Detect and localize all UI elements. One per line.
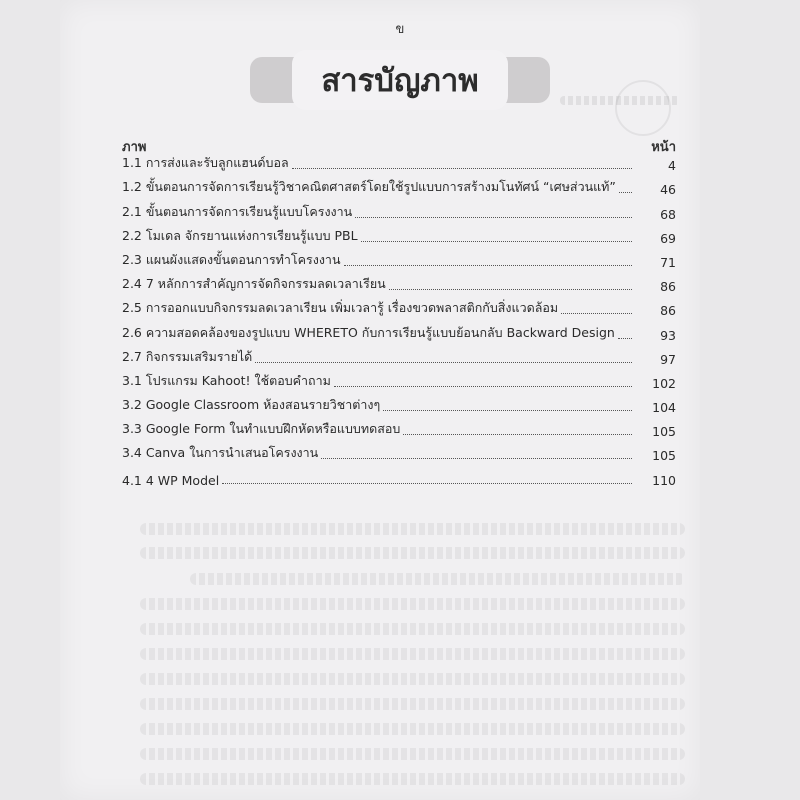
show-through-line bbox=[140, 673, 685, 685]
entry-page: 69 bbox=[660, 230, 676, 246]
toc-entry bbox=[120, 154, 680, 178]
toc-entry bbox=[120, 396, 680, 420]
dot-leader bbox=[321, 458, 632, 459]
page-number: ข bbox=[395, 22, 405, 37]
entry-page: 97 bbox=[660, 351, 676, 367]
show-through-line bbox=[140, 547, 685, 559]
entry-page: 102 bbox=[652, 375, 676, 391]
toc-entry bbox=[120, 468, 680, 492]
entry-page: 110 bbox=[652, 472, 676, 488]
entry-label: 4.1 4 WP Model bbox=[122, 472, 220, 488]
dot-leader bbox=[334, 386, 632, 387]
toc-entry bbox=[120, 227, 680, 251]
entry-label: 3.3 Google Form ในทำแบบฝึกหัดหรือแบบทดสอบ bbox=[122, 421, 401, 437]
show-through-line bbox=[140, 773, 685, 785]
dot-leader bbox=[403, 434, 632, 435]
show-through-mark bbox=[615, 80, 671, 136]
show-through-line bbox=[140, 698, 685, 710]
dot-leader bbox=[222, 483, 632, 484]
show-through-line bbox=[560, 96, 680, 105]
toc-entry bbox=[120, 420, 680, 444]
show-through-line bbox=[140, 748, 685, 760]
entry-page: 4 bbox=[668, 158, 676, 174]
entry-page: 71 bbox=[660, 254, 676, 270]
entry-page: 93 bbox=[660, 327, 676, 343]
dot-leader bbox=[344, 265, 633, 266]
show-through-line bbox=[140, 523, 685, 535]
entry-label: 2.5 การออกแบบกิจกรรมลดเวลาเรียน เพิ่มเวลารู้ เรื่องขวดพลาสติกกับสิ่งแวดล้อม bbox=[122, 300, 559, 316]
dot-leader bbox=[619, 192, 632, 193]
entry-page: 105 bbox=[652, 448, 676, 464]
dot-leader bbox=[389, 289, 632, 290]
toc-entry bbox=[120, 275, 680, 299]
show-through-line bbox=[140, 598, 685, 610]
entry-label: 2.3 แผนผังแสดงขั้นตอนการทำโครงงาน bbox=[122, 251, 341, 267]
dot-leader bbox=[383, 410, 632, 411]
dot-leader bbox=[561, 313, 632, 314]
entry-page: 104 bbox=[652, 400, 676, 416]
entry-label: 3.1 โปรแกรม Kahoot! ใช้ตอบคำถาม bbox=[122, 372, 331, 388]
entry-label: 2.4 7 หลักการสำคัญการจัดกิจกรรมลดเวลาเรียน bbox=[122, 276, 386, 292]
entry-label: 1.2 ขั้นตอนการจัดการเรียนรู้วิชาคณิตศาสตร์โดยใช้รูปแบบการสร้างมโนทัศน์ “เศษส่วนแท้” bbox=[122, 179, 616, 195]
toc-entry bbox=[120, 323, 680, 347]
entry-label: 3.4 Canva ในการนำเสนอโครงงาน bbox=[122, 445, 319, 461]
dot-leader bbox=[255, 362, 632, 363]
show-through-line bbox=[140, 723, 685, 735]
entry-label: 2.2 โมเดล จักรยานแห่งการเรียนรู้แบบ PBL bbox=[122, 227, 358, 243]
toc-entry bbox=[120, 251, 680, 275]
entry-page: 86 bbox=[660, 279, 676, 295]
entry-page: 68 bbox=[660, 206, 676, 222]
list-of-figures bbox=[120, 154, 680, 493]
toc-entry bbox=[120, 202, 680, 226]
dot-leader bbox=[618, 338, 632, 339]
show-through-line bbox=[140, 623, 685, 635]
entry-page: 86 bbox=[660, 303, 676, 319]
entry-label: 1.1 การส่งและรับลูกแฮนด์บอล bbox=[122, 155, 289, 171]
entry-page: 105 bbox=[652, 424, 676, 440]
entry-label: 2.1 ขั้นตอนการจัดการเรียนรู้แบบโครงงาน bbox=[122, 203, 353, 219]
entry-label: 3.2 Google Classroom ห้องสอนรายวิชาต่างๆ bbox=[122, 397, 381, 413]
page-title: สารบัญภาพ bbox=[292, 50, 508, 110]
toc-entry bbox=[120, 372, 680, 396]
dot-leader bbox=[355, 217, 632, 218]
toc-entry bbox=[120, 299, 680, 323]
show-through-line bbox=[190, 573, 685, 585]
column-header-page: หน้า bbox=[651, 140, 676, 155]
toc-entry bbox=[120, 348, 680, 372]
show-through-line bbox=[140, 648, 685, 660]
entry-label: 2.6 ความสอดคล้องของรูปแบบ WHERETO กับการเรียนรู้แบบย้อนกลับ Backward Design bbox=[122, 324, 615, 340]
toc-entry bbox=[120, 178, 680, 202]
toc-entry bbox=[120, 444, 680, 468]
dot-leader bbox=[361, 241, 632, 242]
entry-page: 46 bbox=[660, 182, 676, 198]
dot-leader bbox=[292, 168, 632, 169]
entry-label: 2.7 กิจกรรมเสริมรายได้ bbox=[122, 348, 253, 364]
column-header-figure: ภาพ bbox=[122, 140, 147, 155]
